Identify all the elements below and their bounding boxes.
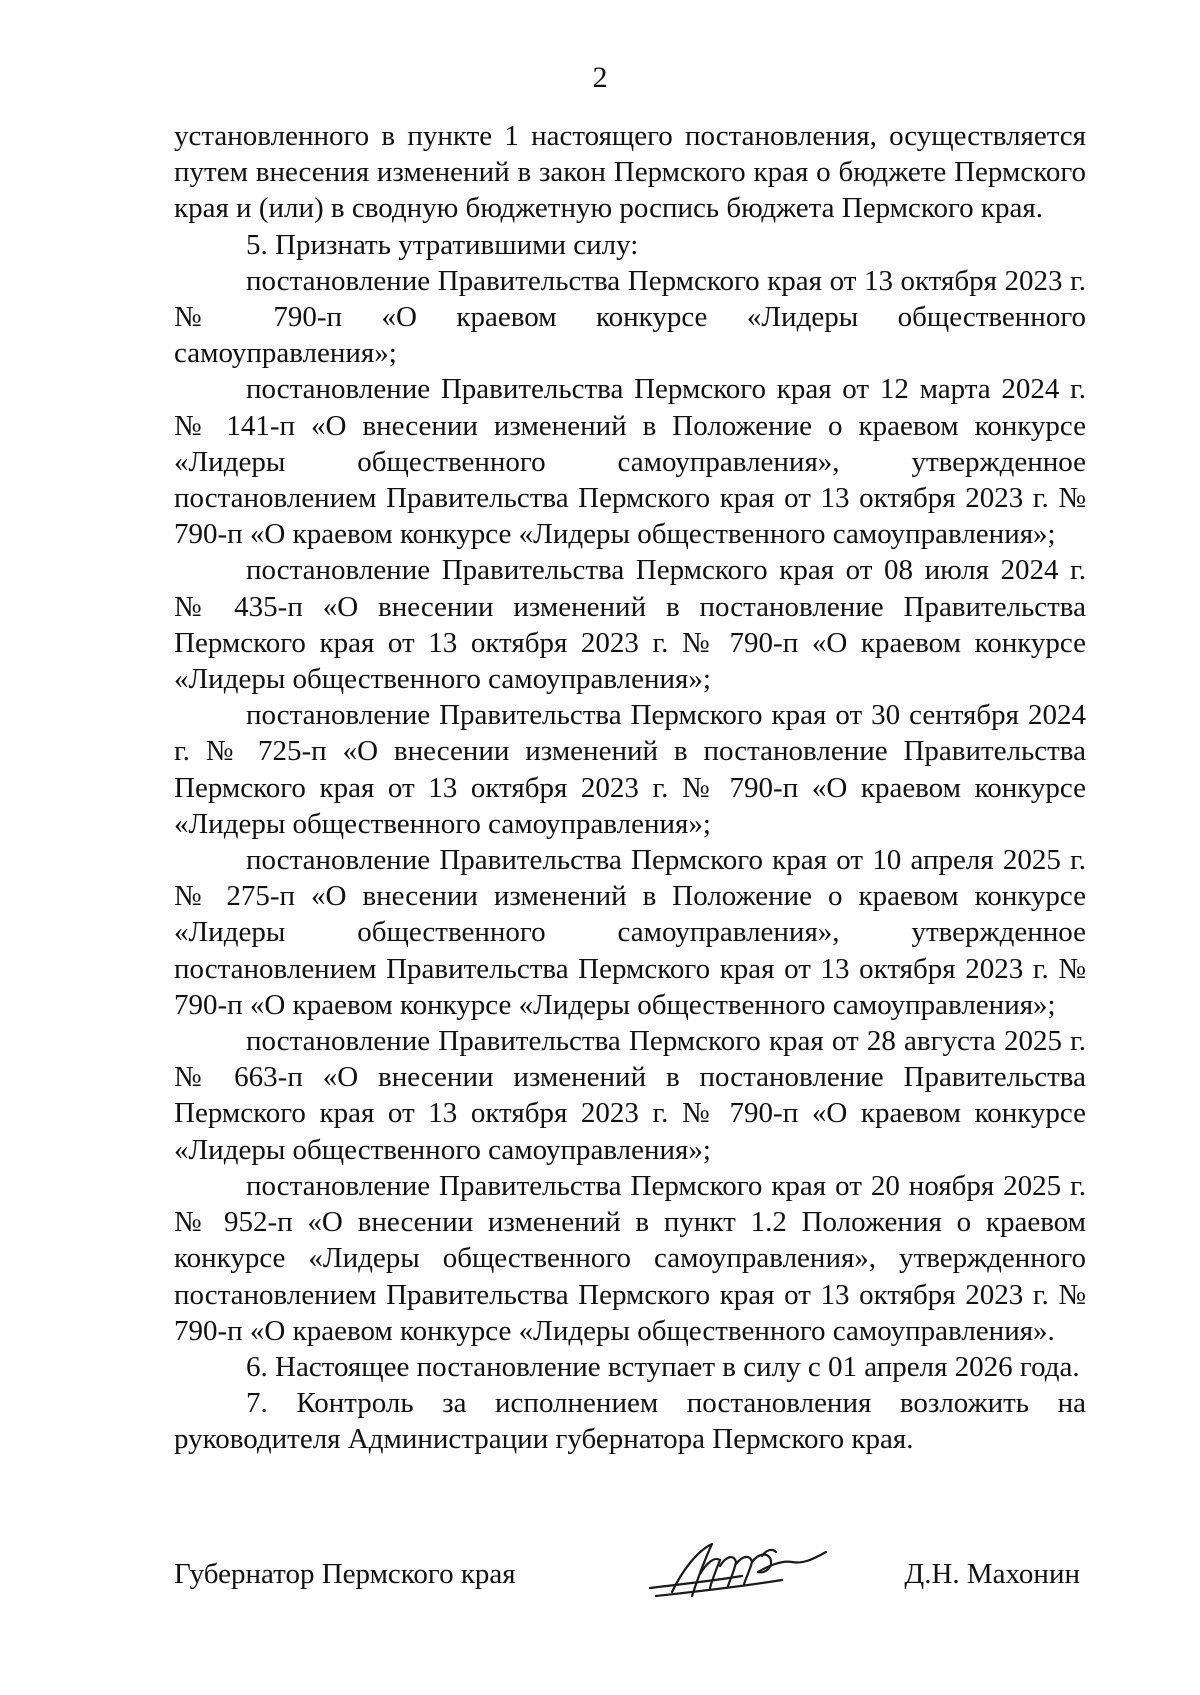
paragraph-repeal-275: постановление Правительства Пермского края от 10 апреля 2025 г. № 275-п «О внесении изменений в Положение о краевом конкурсе «Лидеры общественного самоуправления», утвержденное постановлением Правительства Пермского края от 13 октября 2023 г. № 790-п «О краевом конкурсе «Лидеры общественного самоуправления»;	[174, 844, 1086, 1021]
paragraph-item-5: 5. Признать утратившими силу:	[246, 228, 639, 261]
paragraph-item-7: 7. Контроль за исполнением постановления возложить на руководителя Администрации губернатора Пермского края.	[174, 1387, 1086, 1456]
document-body	[174, 118, 1086, 1458]
paragraph-repeal-435: постановление Правительства Пермского края от 08 июля 2024 г. № 435-п «О внесении изменений в постановление Правительства Пермского края от 13 октября 2023 г. № 790-п «О краевом конкурсе «Лидеры общественного самоуправления»;	[174, 554, 1086, 696]
paragraph-repeal-952: постановление Правительства Пермского края от 20 ноября 2025 г. № 952-п «О внесении изменений в пункт 1.2 Положения о краевом конкурсе «Лидеры общественного самоуправления», утвержденного постановлением Правительства Пермского края от 13 октября 2023 г. № 790-п «О краевом конкурсе «Лидеры общественного самоуправления».	[174, 1169, 1086, 1347]
signatory-name: Д.Н. Махонин	[904, 1558, 1080, 1590]
paragraph-repeal-725: постановление Правительства Пермского края от 30 сентября 2024 г. № 725-п «О внесении изменений в постановление Правительства Пермского края от 13 октября 2023 г. № 790-п «О краевом конкурсе «Лидеры общественного самоуправления»;	[174, 699, 1086, 840]
signatory-title: Губернатор Пермского края	[174, 1558, 516, 1590]
paragraph-continuation: установленного в пункте 1 настоящего постановления, осуществляется путем внесения изменений в закон Пермского края о бюджете Пермского края и (или) в сводную бюджетную роспись бюджета Пермского края.	[174, 120, 1086, 225]
paragraph-repeal-790: постановление Правительства Пермского края от 13 октября 2023 г. № 790-п «О краевом конкурсе «Лидеры общественного самоуправления»;	[174, 264, 1086, 370]
signature-strokes	[650, 1544, 826, 1596]
signature-block	[174, 1548, 1080, 1608]
page-number: 2	[592, 61, 608, 94]
paragraph-repeal-663: постановление Правительства Пермского края от 28 августа 2025 г. № 663-п «О внесении изменений в постановление Правительства Пермского края от 13 октября 2023 г. № 790-п «О краевом конкурсе «Лидеры общественного самоуправления»;	[174, 1025, 1086, 1166]
paragraph-repeal-141: постановление Правительства Пермского края от 12 марта 2024 г. № 141-п «О внесении изменений в Положение о краевом конкурсе «Лидеры общественного самоуправления», утвержденное постановлением Правительства Пермского края от 13 октября 2023 г. № 790-п «О краевом конкурсе «Лидеры общественного самоуправления»;	[174, 373, 1086, 551]
handwritten-signature	[642, 1526, 832, 1616]
paragraph-item-6: 6. Настоящее постановление вступает в силу с 01 апреля 2026 года.	[246, 1350, 1080, 1383]
